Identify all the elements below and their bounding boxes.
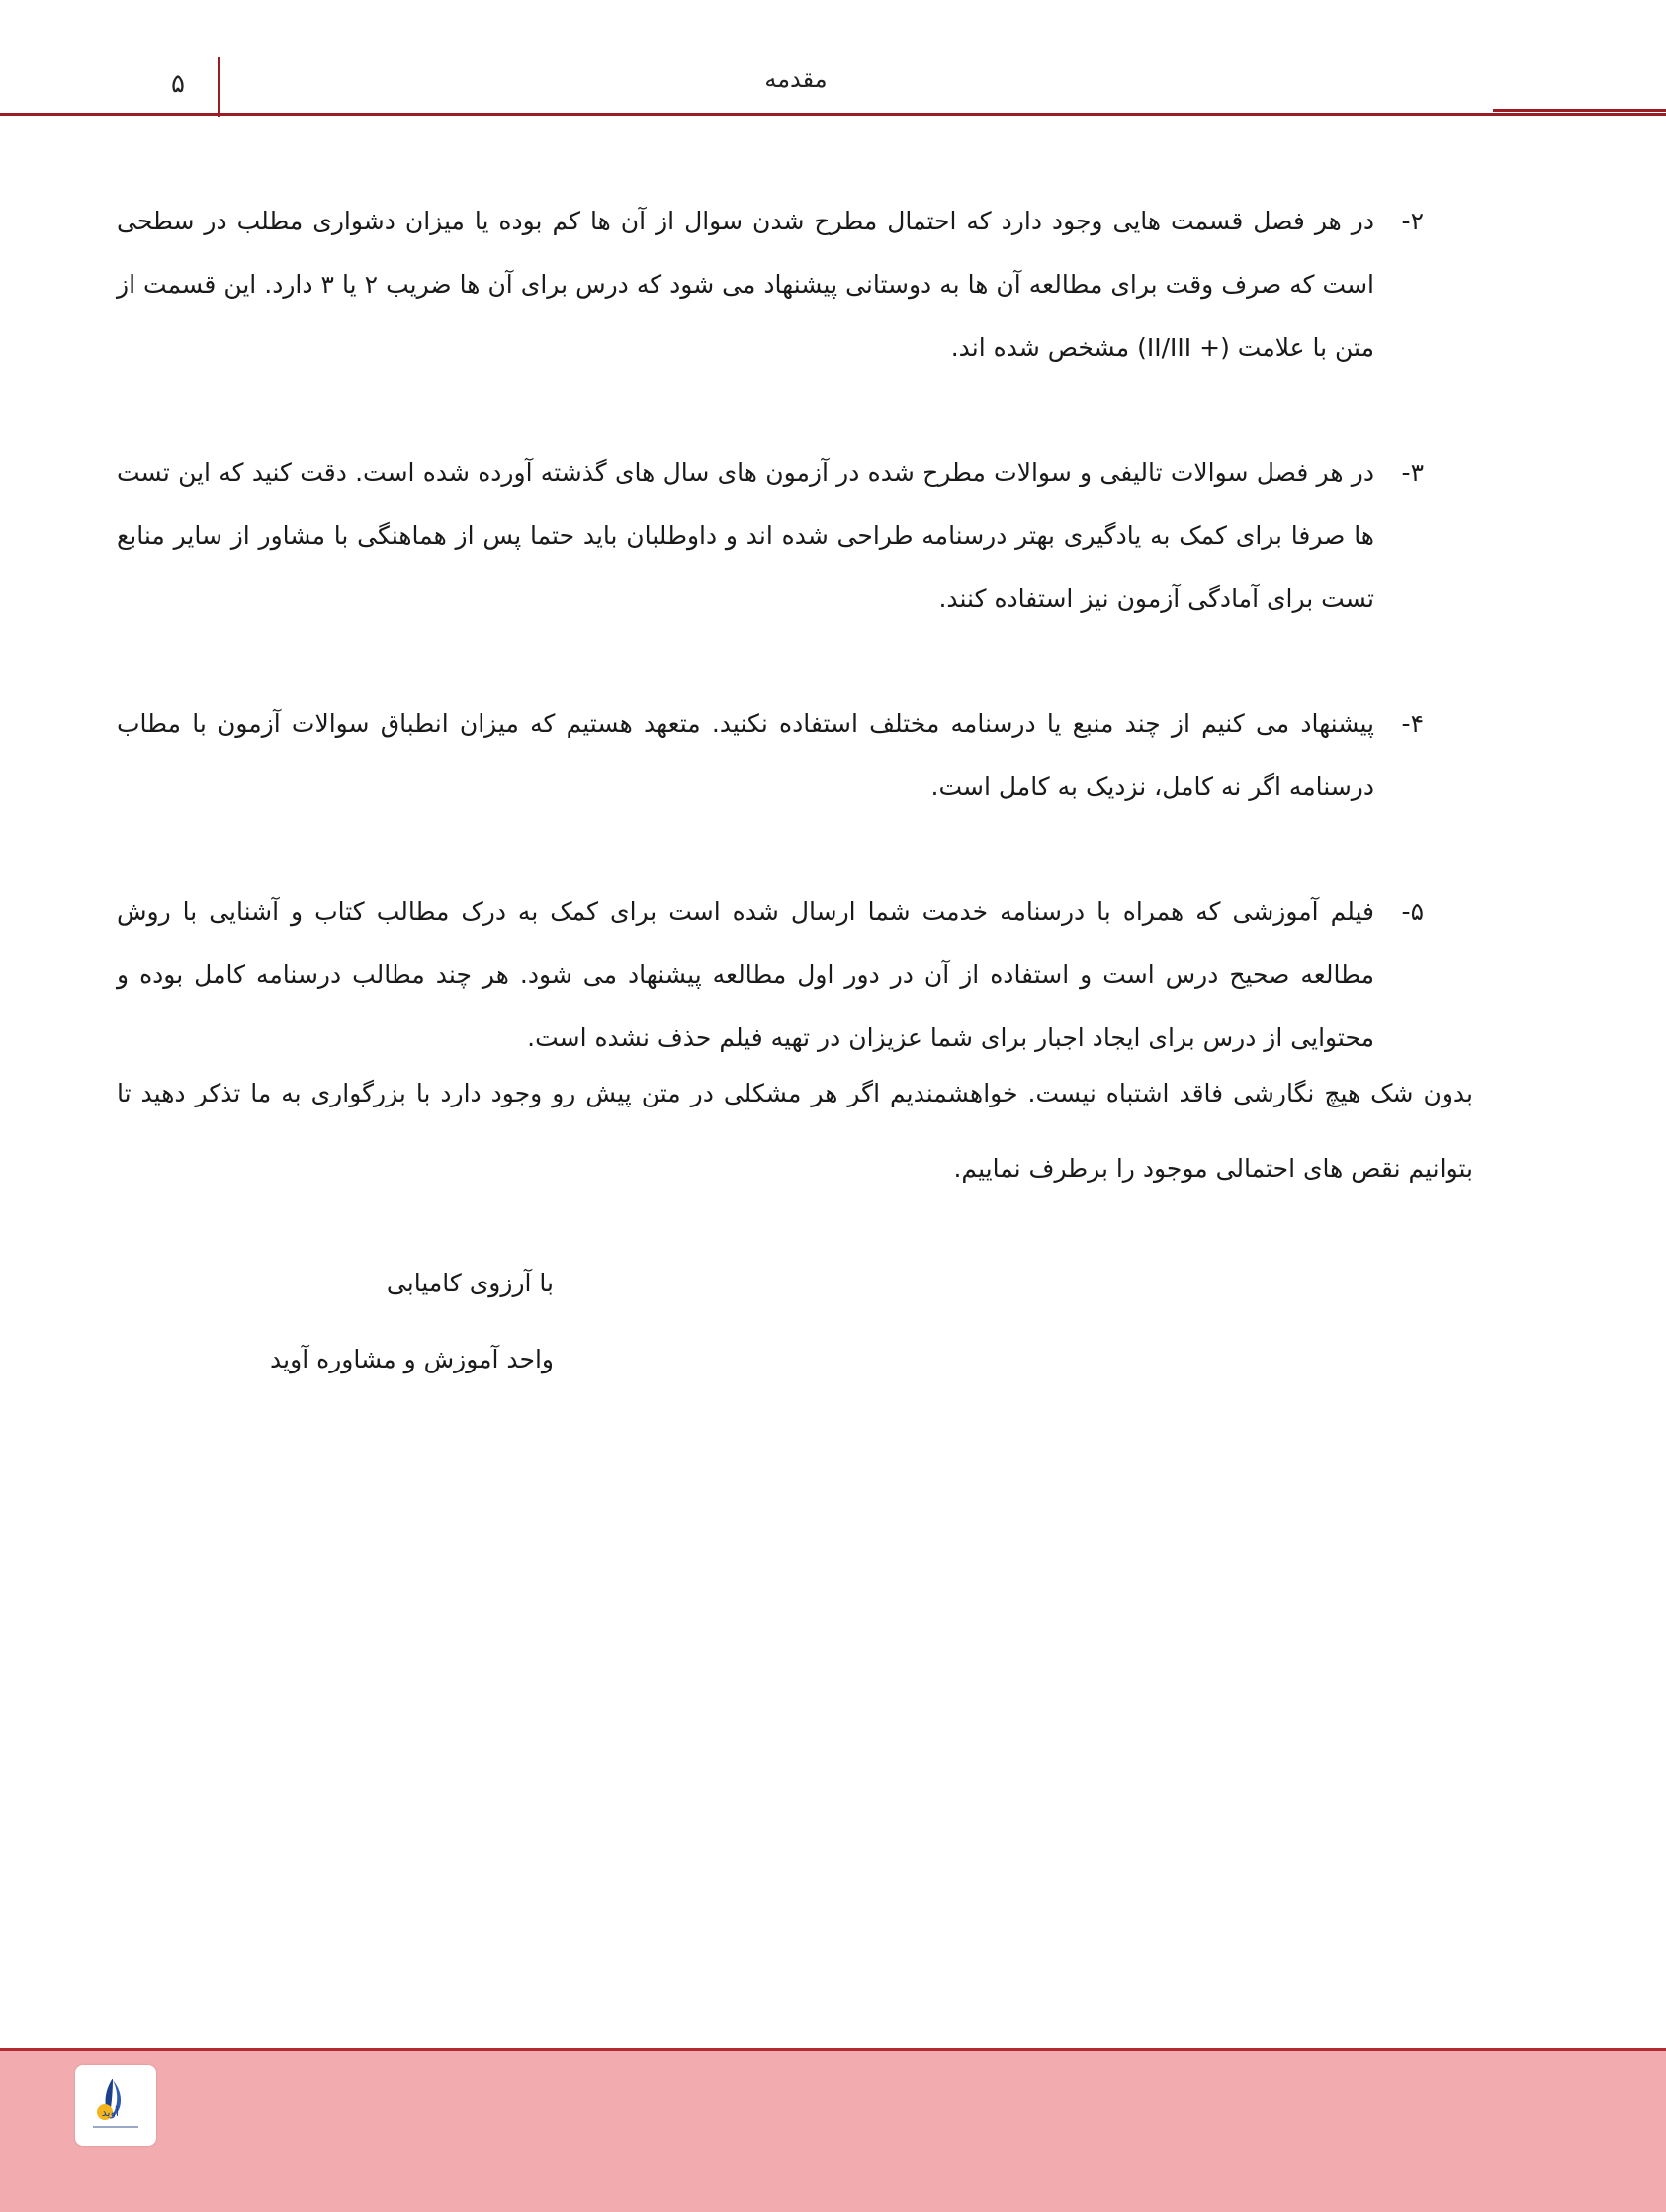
notes-list bbox=[117, 190, 1424, 1131]
header-rule bbox=[0, 113, 1666, 116]
item-number: ۴- bbox=[1401, 709, 1424, 738]
item-text: در هر فصل قسمت هایی وجود دارد که احتمال مطرح شدن سوال از آن ها کم بوده یا میزان دشواری مطلب در سطحی است که صرف وقت برای مطالعه آن ها به دوستانی پیشنهاد می شود که درس برای آن ها ضریب ۲ یا ۳ دارد. این قسمت از متن با علامت (+ II/III) مشخص شده اند. bbox=[117, 207, 1374, 362]
chapter-title: مقدمه bbox=[764, 65, 828, 93]
signature-unit: واحد آموزش و مشاوره آوید bbox=[270, 1345, 554, 1373]
list-item bbox=[117, 190, 1424, 380]
list-item bbox=[117, 692, 1424, 819]
signature-wish: با آرزوی کامیابی bbox=[386, 1269, 554, 1297]
logo-text: آوید bbox=[101, 2106, 119, 2119]
list-item bbox=[117, 880, 1424, 1070]
item-text: فیلم آموزشی که همراه با درسنامه خدمت شما ارسال شده است برای کمک به درک مطالب کتاب و آشنایی با روش مطالعه صحیح درس است و استفاده از آن در دور اول مطالعه پیشنهاد می شود. هر چند مطالب درسنامه کامل بوده و محتوایی از درس برای ایجاد اجبار برای شما عزیزان در تهیه فیلم حذف نشده است. bbox=[117, 897, 1374, 1052]
aavid-logo bbox=[75, 2065, 156, 2146]
header-rule-accent bbox=[1493, 109, 1666, 112]
aavid-logo-icon bbox=[83, 2073, 148, 2138]
item-text: در هر فصل سوالات تالیفی و سوالات مطرح شده در آزمون های سال های گذشته آورده شده است. دقت کنید که این تست ها صرفا برای کمک به یادگیری بهتر درسنامه طراحی شده اند و داوطلبان باید حتما پس از هماهنگی با مشاور از سایر منابع تست برای آمادگی آزمون نیز استفاده کنند. bbox=[117, 458, 1374, 613]
closing-paragraph: بدون شک هیچ نگارشی فاقد اشتباه نیست. خواهشمندیم اگر هر مشکلی در متن پیش رو وجود دارد با بزرگواری به ما تذکر دهید تا بتوانیم نقص های احتمالی موجود را برطرف نماییم. bbox=[117, 1079, 1473, 1183]
item-number: ۵- bbox=[1401, 897, 1424, 926]
item-text: پیشنهاد می کنیم از چند منبع یا درسنامه مختلف استفاده نکنید. متعهد هستیم که میزان انطباق سوالات آزمون با مطاب درسنامه اگر نه کامل، نزدیک به کامل است. bbox=[117, 709, 1374, 801]
item-number: ۲- bbox=[1401, 207, 1424, 235]
header-divider bbox=[218, 57, 220, 117]
item-number: ۳- bbox=[1401, 458, 1424, 487]
list-item bbox=[117, 441, 1424, 631]
footer-band bbox=[0, 2048, 1666, 2212]
page-number: ۵ bbox=[171, 69, 185, 99]
